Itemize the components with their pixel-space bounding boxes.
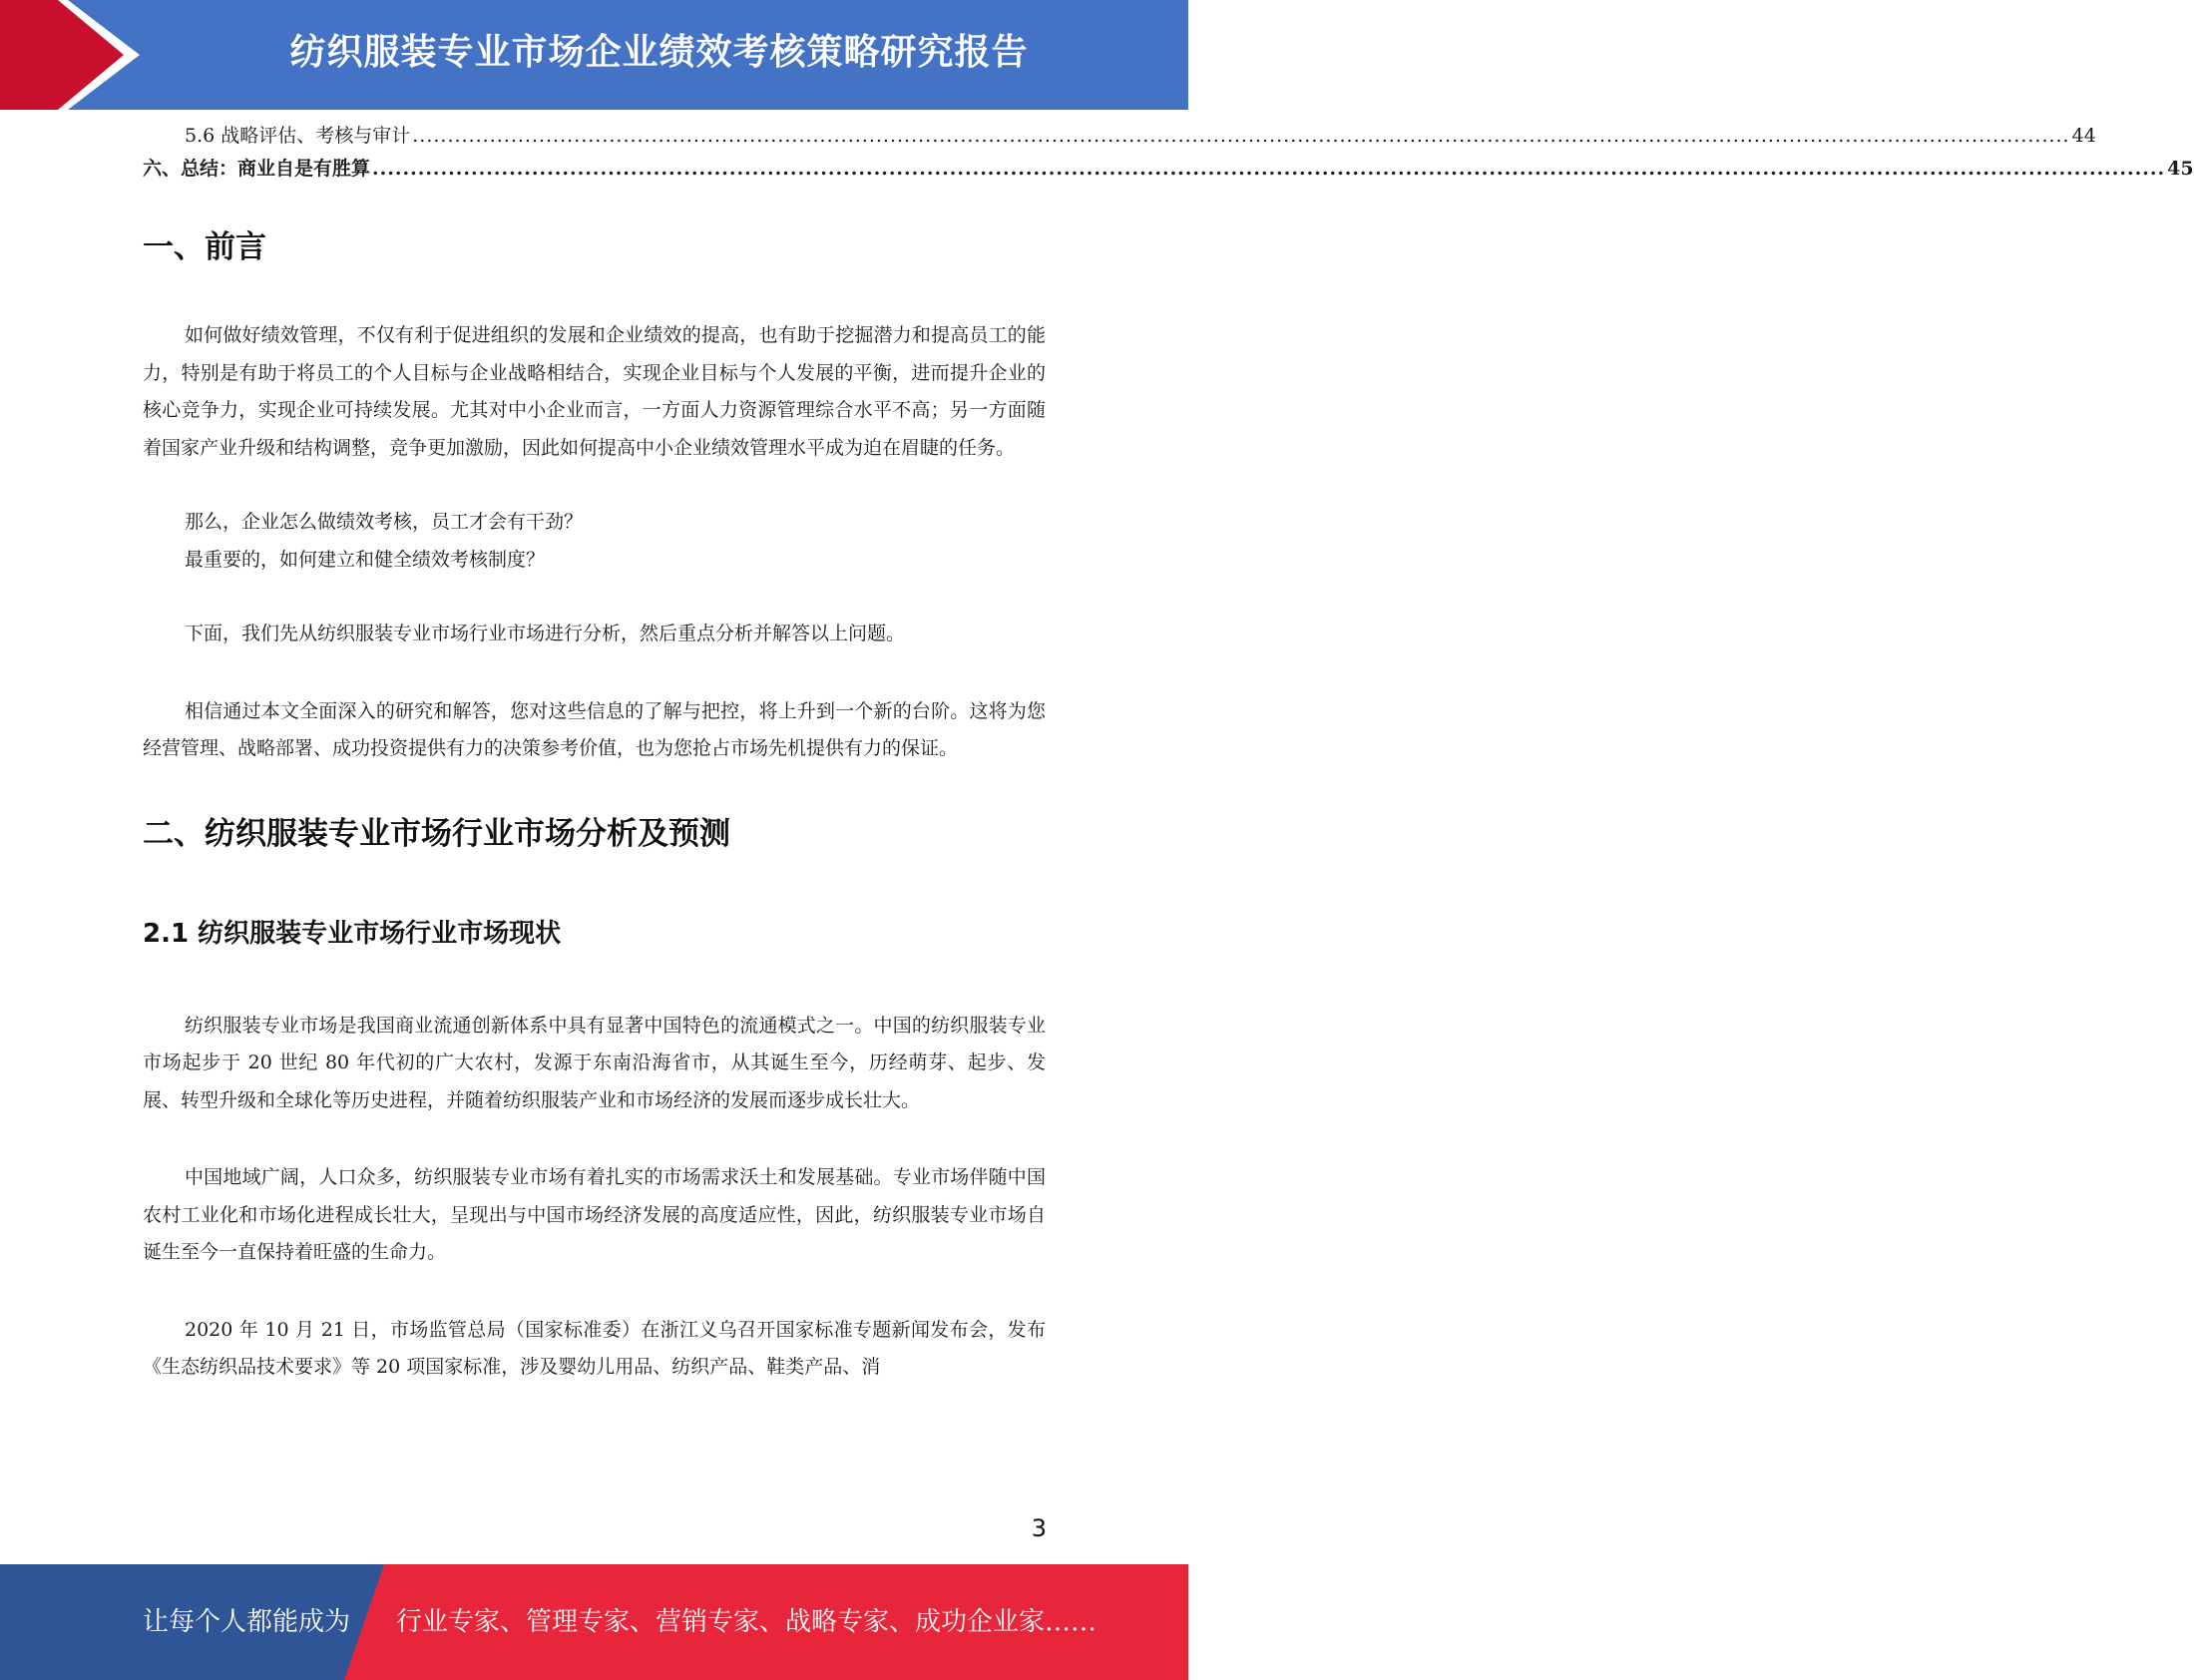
paragraph: 中国地域广阔，人口众多，纺织服装专业市场有着扎实的市场需求沃土和发展基础。专业市场伴随中国农村工业化和市场化进程成长壮大，呈现出与中国市场经济发展的高度适应性，因此，纺织服装专业市场自诞生至今一直保持着旺盛的生命力。: [143, 1166, 1046, 1263]
toc-entry-page: 44: [2071, 125, 2096, 147]
report-title: 纺织服装专业市场企业绩效考核策略研究报告: [289, 32, 1029, 73]
toc-entry-label: 六、总结：商业自是有胜算: [143, 158, 371, 180]
paragraph: 相信通过本文全面深入的研究和解答，您对这些信息的了解与把控，将上升到一个新的台阶。这将为您经营管理、战略部署、成功投资提供有力的决策参考价值，也为您抢占市场先机提供有力的保证。: [143, 699, 1046, 759]
toc-leader-dots: ............................................................................................................................................................................................................................................: [372, 158, 2166, 180]
paragraph: 纺织服装专业市场是我国商业流通创新体系中具有显著中国特色的流通模式之一。中国的纺织服装专业市场起步于 20 世纪 80 年代初的广大农村，发源于东南沿海省市，从其诞生至今，历经萌芽、起步、发展、转型升级和全球化等历史进程，并随着纺织服装产业和市场经济的发展而逐步成长壮大。: [143, 1014, 1046, 1111]
paragraph: 2020 年 10 月 21 日，市场监管总局（国家标准委）在浙江义乌召开国家标准专题新闻发布会，发布《生态纺织品技术要求》等 20 项国家标准，涉及婴幼儿用品、纺织产品、鞋类产品、消: [143, 1318, 1046, 1378]
footer-slogan-left: 让每个人都能成为: [143, 1607, 351, 1637]
question-line: 那么，企业怎么做绩效考核，员工才会有干劲？: [185, 511, 584, 533]
paragraph: 下面，我们先从纺织服装专业市场行业市场进行分析，然后重点分析并解答以上问题。: [185, 623, 906, 644]
footer-slogan-right: 行业专家、管理专家、营销专家、战略专家、成功企业家……: [396, 1607, 1097, 1637]
toc-entry[interactable]: [143, 153, 2194, 186]
toc-entry-label: 5.6 战略评估、考核与审计: [185, 125, 411, 147]
subsection-heading: 2.1 纺织服装专业市场行业市场现状: [143, 918, 562, 949]
section-heading-analysis: 二、纺织服装专业市场行业市场分析及预测: [143, 815, 730, 852]
toc-entry[interactable]: [143, 120, 2096, 153]
page-header: [0, 0, 1188, 110]
paragraph: 如何做好绩效管理，不仅有利于促进组织的发展和企业绩效的提高，也有助于挖掘潜力和提高员工的能力，特别是有助于将员工的个人目标与企业战略相结合，实现企业目标与个人发展的平衡，进而提升企业的核心竞争力，实现企业可持续发展。尤其对中小企业而言，一方面人力资源管理综合水平不高；另一方面随着国家产业升级和结构调整，竞争更加激励，因此如何提高中小企业绩效管理水平成为迫在眉睫的任务。: [143, 324, 1046, 459]
toc-entry-page: 45: [2167, 158, 2194, 180]
page-number: 3: [1031, 1514, 1047, 1542]
chevron-arrow-icon: [0, 0, 160, 110]
question-line: 最重要的，如何建立和健全绩效考核制度？: [185, 548, 546, 571]
table-of-contents: [143, 120, 2194, 186]
section-heading-preface: 一、前言: [143, 229, 266, 265]
toc-leader-dots: ............................................................................................................................................................................................................................................: [412, 125, 2070, 147]
page-footer: [0, 1564, 1188, 1680]
page-content: [143, 120, 2194, 1387]
